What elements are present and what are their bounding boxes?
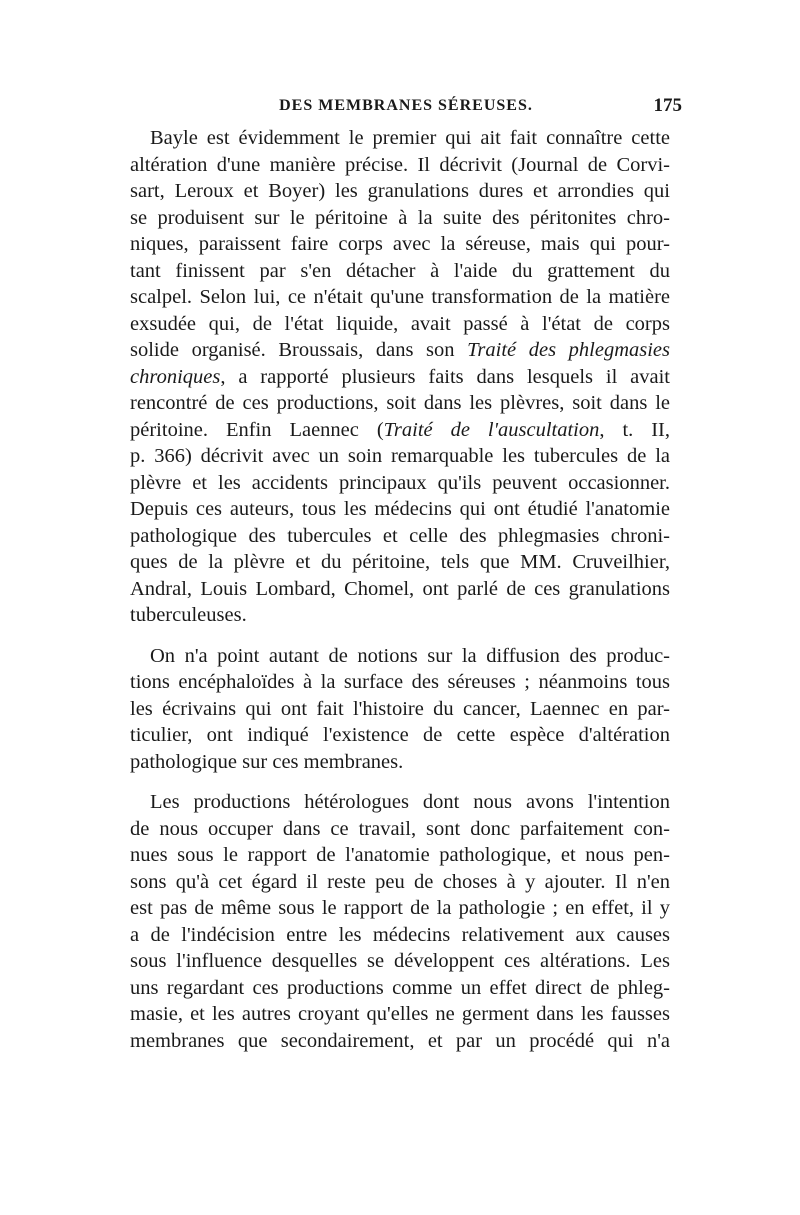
text-line: est pas de même sous le rapport de la pathologie ; en effet, il y xyxy=(130,897,670,919)
italic-title: Traité des phlegmasies xyxy=(467,339,671,361)
text-line xyxy=(130,364,670,391)
paragraph-1 xyxy=(130,125,670,629)
text-line: On n'a point autant de notions sur la diffusion des produc- xyxy=(150,644,670,667)
text-run: péritoine. Enfin Laennec ( xyxy=(130,418,384,441)
italic-title: Traité de l'auscultation xyxy=(383,418,600,441)
text-line: se produisent sur le péritoine à la suite des péritonites chro- xyxy=(130,206,670,229)
text-line: de nous occuper dans ce travail, sont donc parfaitement con- xyxy=(130,817,670,840)
text-line: ques de la plèvre et du péritoine, tels que MM. Cruveilhier, xyxy=(130,551,670,573)
text-line: altération d'une manière précise. Il décrivit (Journal de Corvi- xyxy=(130,153,670,176)
text-line: exsudée qui, de l'état liquide, avait passé à l'état de corps xyxy=(130,312,670,335)
text-line: pathologique sur ces membranes. xyxy=(130,750,404,773)
text-line: rencontré de ces productions, soit dans les plèvres, soit dans le xyxy=(130,392,670,414)
text-line: plèvre et les accidents principaux qu'ils peuvent occasionner. xyxy=(130,471,670,494)
text-line: membranes que secondairement, et par un procédé qui n'a xyxy=(130,1029,670,1052)
text-line: tant finissent par s'en détacher à l'aide du grattement du xyxy=(130,259,670,282)
running-head xyxy=(130,95,682,119)
text-line: p. 366) décrivit avec un soin remarquable les tubercules de la xyxy=(130,445,670,467)
text-line xyxy=(130,417,670,444)
italic-title: chroniques xyxy=(130,365,221,388)
paragraph-3 xyxy=(130,789,670,1054)
body-text xyxy=(130,125,670,1054)
text-line: Les productions hétérologues dont nous avons l'intention xyxy=(150,791,670,813)
text-line: sons qu'à cet égard il reste peu de choses à y ajouter. Il n'en xyxy=(130,870,670,893)
text-line: niques, paraissent faire corps avec la séreuse, mais qui pour- xyxy=(130,233,670,255)
text-line: masie, et les autres croyant qu'elles ne germent dans les fausses xyxy=(130,1003,670,1025)
text-line: tuberculeuses. xyxy=(130,604,247,626)
text-line: sart, Leroux et Boyer) les granulations dures et arrondies qui xyxy=(130,180,670,202)
text-line: scalpel. Selon lui, ce n'était qu'une transformation de la matière xyxy=(130,286,670,308)
running-title: DES MEMBRANES SÉREUSES. xyxy=(279,97,533,114)
page-number: 175 xyxy=(653,95,682,116)
text-run: solide organisé. Broussais, dans son xyxy=(130,339,468,361)
text-line: nues sous le rapport de l'anatomie pathologique, et nous pen- xyxy=(130,844,670,866)
text-line: Depuis ces auteurs, tous les médecins qui ont étudié l'anatomie xyxy=(130,498,670,520)
text-line xyxy=(130,337,670,364)
text-line: sous l'influence desquelles se développent ces altérations. Les xyxy=(130,950,670,972)
text-line: pathologique des tubercules et celle des phlegmasies chroni- xyxy=(130,524,670,547)
text-line: les écrivains qui ont fait l'histoire du cancer, Laennec en par- xyxy=(130,697,670,720)
text-line: a de l'indécision entre les médecins relativement aux causes xyxy=(130,923,670,946)
paragraph-2 xyxy=(130,643,670,776)
text-line: tions encéphaloïdes à la surface des séreuses ; néanmoins tous xyxy=(130,671,670,693)
text-line: Bayle est évidemment le premier qui ait fait connaître cette xyxy=(150,127,670,149)
text-line: uns regardant ces productions comme un effet direct de phleg- xyxy=(130,976,670,999)
text-line: ticulier, ont indiqué l'existence de cette espèce d'altération xyxy=(130,724,670,746)
text-run: , t. II, xyxy=(599,418,670,441)
text-run: , a rapporté plusieurs faits dans lesquels il avait xyxy=(220,365,670,388)
text-line: Andral, Louis Lombard, Chomel, ont parlé de ces granulations xyxy=(130,577,670,600)
